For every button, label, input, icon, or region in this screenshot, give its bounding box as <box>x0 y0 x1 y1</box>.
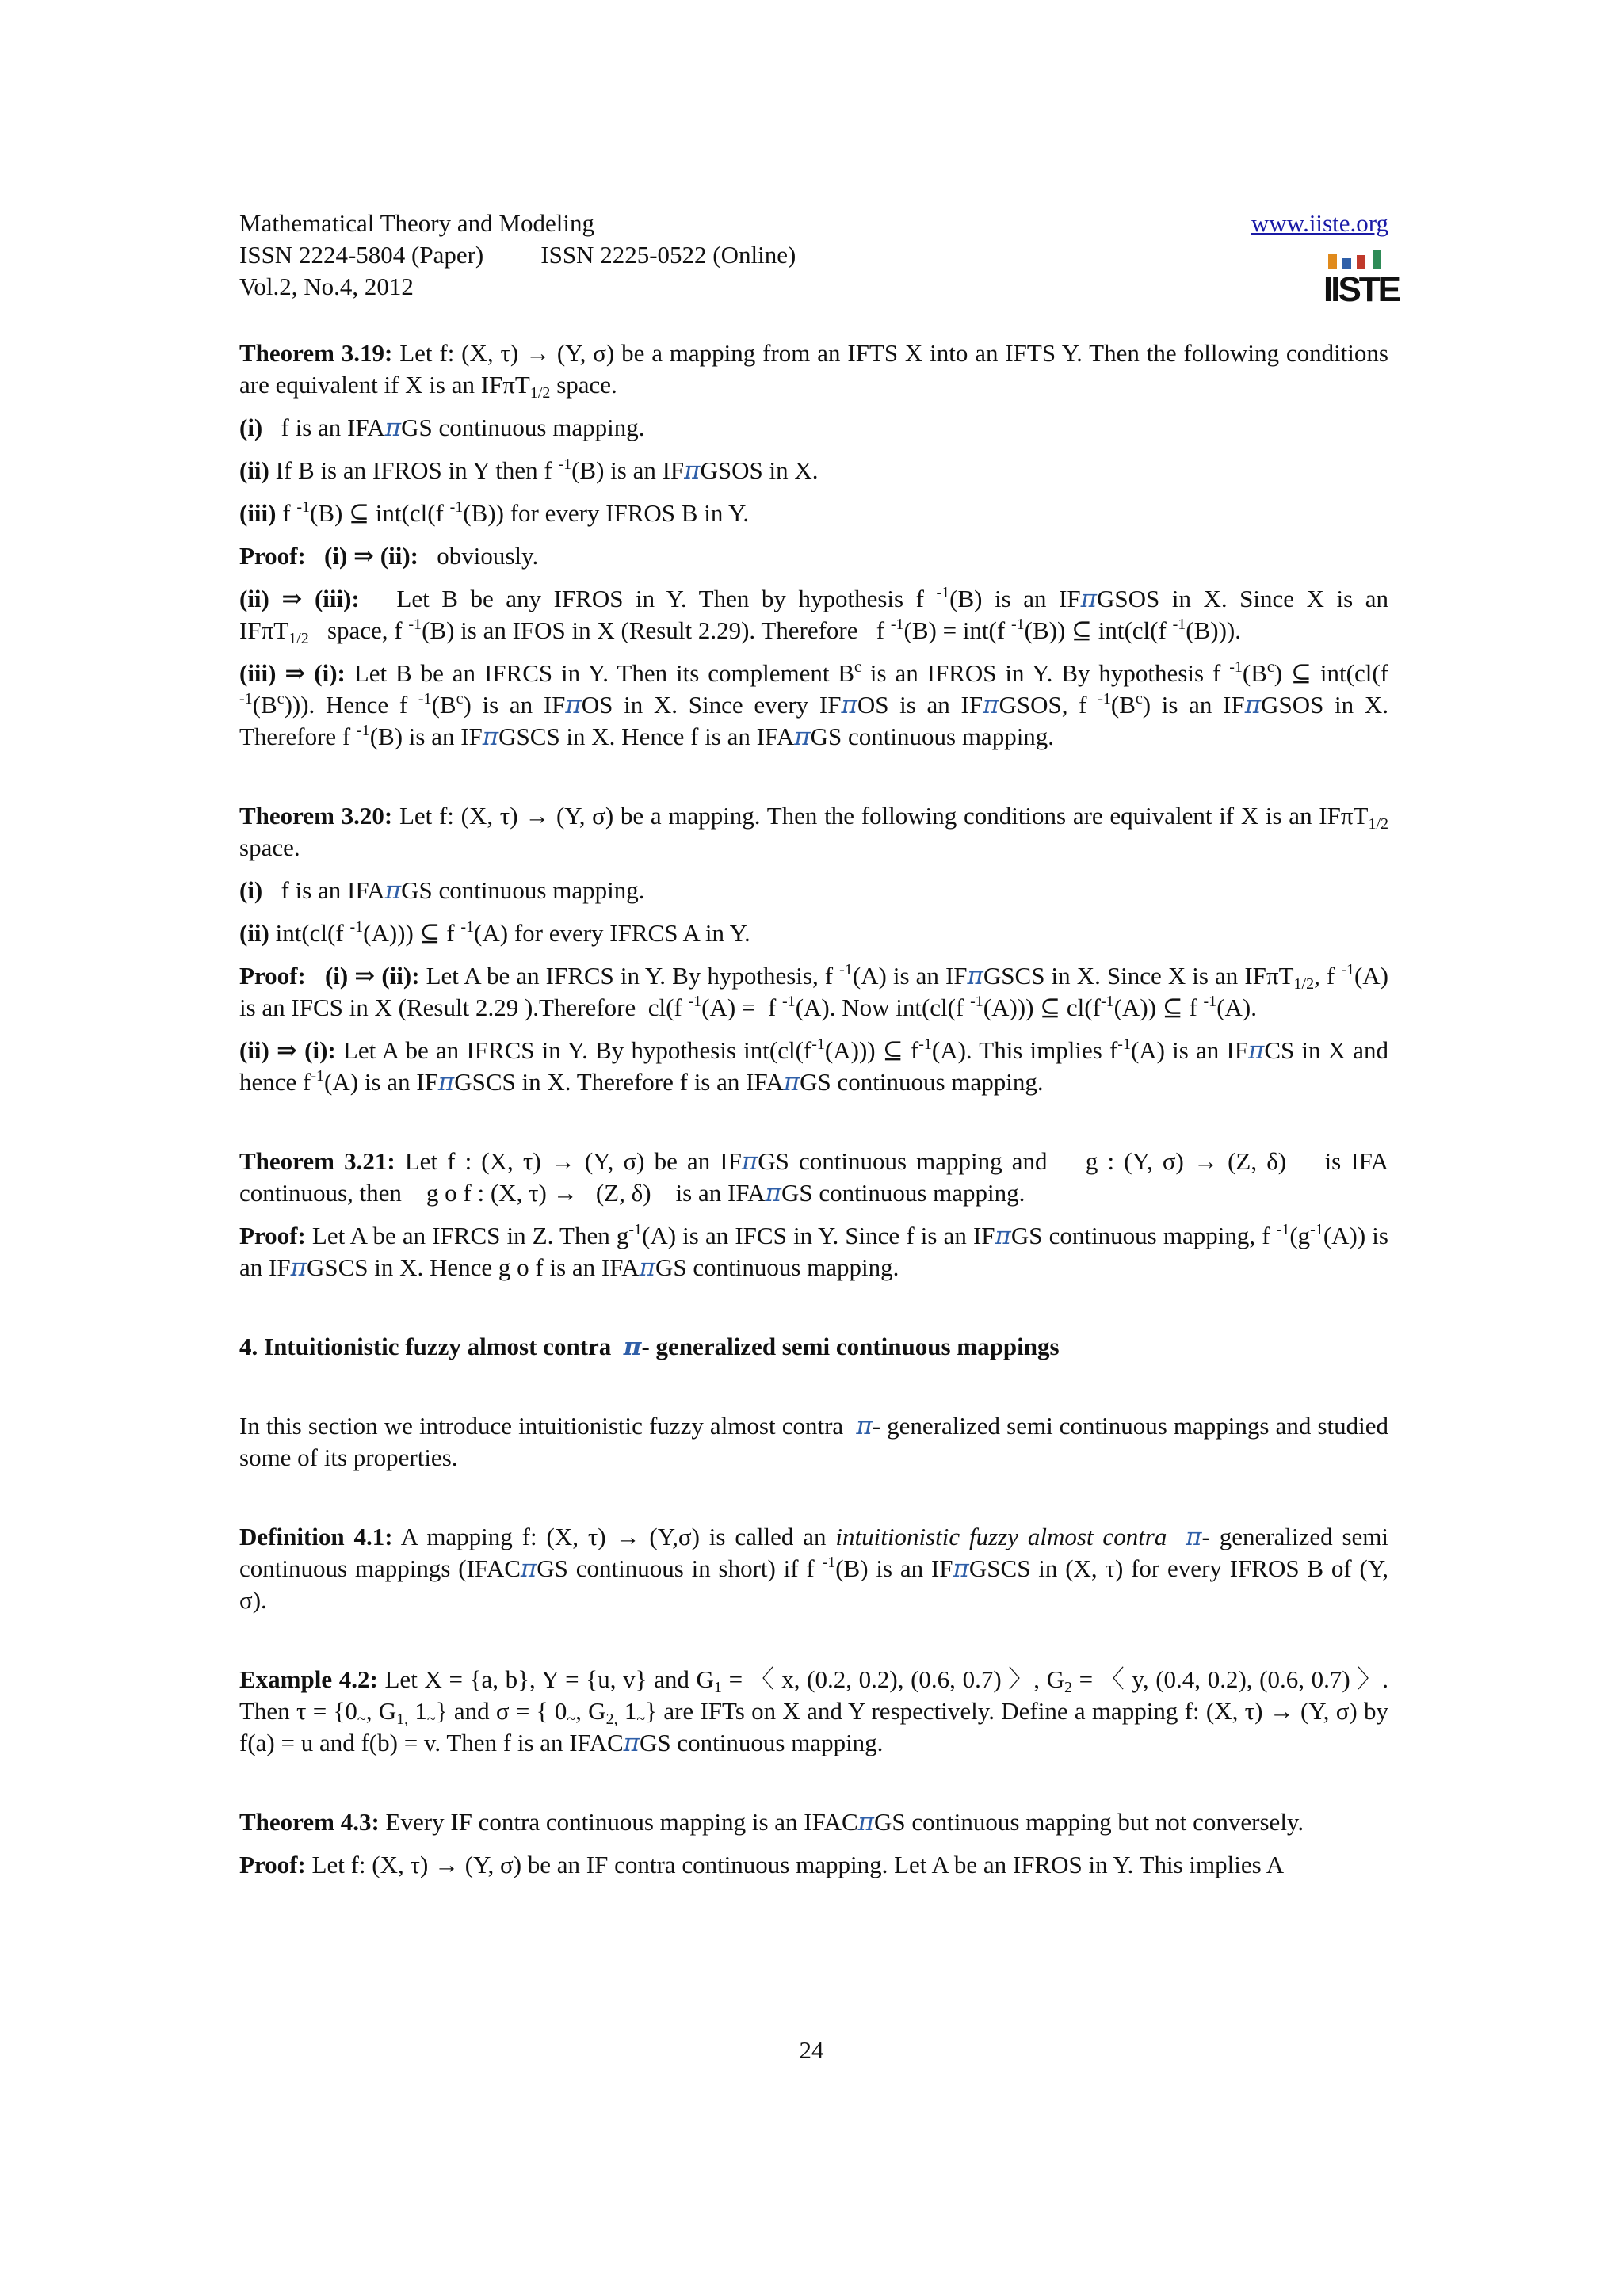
website-link[interactable]: www.iiste.org <box>1251 209 1388 237</box>
proof-3-21: Proof: Let A be an IFRCS in Z. Then $g^{-1}(A)$ is an IFCS in Y. Since f is an IFπGS continuous mapping, f $^{-1}(g^{-1}(A))$ is an IFπGSCS in X. Hence g o f is an IFAπGS continuous mapping. <box>239 1221 1388 1282</box>
proof-i-ii: Proof: (i) ⇒ (ii): obviously. <box>239 542 539 570</box>
logo-bar <box>1328 254 1337 269</box>
example-4-2: Example 4.2: Let X = {a, b}, Y = {u, v} and $G_1$ = 〈 x, (0.2, 0.2), (0.6, 0.7) 〉, $G_2$ = 〈 y, (0.4, 0.2), (0.6, 0.7) 〉. Then $\tau = \{0_\sim$, $G_{1,}$ $1_\sim$} and σ = { $0_\sim$, $G_{2,}$ $1_\sim$} are IFTs on X and Y respectively. Define a mapping f: (X, τ) → (Y, σ) by f(a) = u and f(b) = v. Then f is an IFACπGS continuous mapping. <box>239 1665 1389 1757</box>
page <box>239 208 1400 1892</box>
definition-4-1: Definition 4.1: A mapping f: (X, τ) → (Y,σ) is called an intuitionistic fuzzy almost contra π- generalized semi continuous mappings (IFACπGS continuous in short) if f $^{-1}$(B) is an IFπGSCS in (X, τ) for every IFROS B of (Y, σ). <box>239 1523 1389 1614</box>
logo-bar <box>1373 250 1381 269</box>
section-4-intro: In this section we introduce intuitionistic fuzzy almost contra π- generalized semi continuous mappings and studied some of its properties. <box>239 1412 1388 1471</box>
logo-bar <box>1357 255 1365 269</box>
example-label: Example 4.2: <box>239 1665 378 1693</box>
theorem-label: Theorem 3.20: <box>239 802 393 830</box>
issn-online: ISSN 2225-0522 (Online) <box>540 241 796 269</box>
proof-4-3: Proof: Let f: (X, τ) → (Y, σ) be an IF contra continuous mapping. Let A be an IFROS in Y. This implies A <box>239 1851 1285 1878</box>
proof-i-ii: Proof: (i) ⇒ (ii): Let A be an IFRCS in Y. By hypothesis, f $^{-1}$(A) is an IFπGSCS in X. Since X is an IFπT$_{1/2}$, f $^{-1}$(A) is an IFCS in X (Result 2.29 ).Therefore cl(f $^{-1}$(A) = f $^{-1}$(A). Now int(cl(f $^{-1}$(A))) ⊆ $cl(f^{-1}(A))$ ⊆ f $^{-1}$(A). <box>239 961 1388 1021</box>
section-4-title: 4. Intuitionistic fuzzy almost contra π- generalized semi continuous mappings <box>239 1333 1060 1361</box>
condition-ii: (ii) If B is an IFROS in Y then f $^{-1}$(B) is an IFπGSOS in X. <box>239 456 819 485</box>
condition-iii: (iii) f $^{-1}$(B) ⊆ int(cl(f $^{-1}$(B)) for every IFROS B in Y. <box>239 498 750 527</box>
proof-ii-iii: (ii) ⇒ (iii): Let B be any IFROS in Y. Then by hypothesis f $^{-1}$(B) is an IFπGSOS in X. Since X is an IFπT$_{1/2}$ space, f $^{-1}$(B) is an IFOS in X (Result 2.29). Therefore f $^{-1}$(B) = int(f $^{-1}$(B)) ⊆ int(cl(f $^{-1}$(B))). <box>239 584 1389 647</box>
theorem-label: Theorem 3.19: <box>239 339 393 367</box>
page-header <box>239 208 1400 318</box>
theorem-label: Theorem 3.21: <box>239 1147 395 1175</box>
page-body <box>239 338 1388 1881</box>
definition-label: Definition 4.1: <box>239 1523 393 1550</box>
logo-wordmark: IISTE <box>1323 270 1400 309</box>
theorem-label: Theorem 4.3: <box>239 1808 380 1836</box>
page-number: 24 <box>799 2036 824 2064</box>
iiste-logo <box>1323 249 1400 311</box>
logo-bars <box>1323 249 1388 269</box>
journal-title: Mathematical Theory and Modeling <box>239 209 594 237</box>
issn-paper: ISSN 2224-5804 (Paper) <box>239 241 484 269</box>
theorem-4-3-statement: Theorem 4.3: Every IF contra continuous mapping is an IFACπGS continuous mapping but not conversely. <box>239 1808 1304 1836</box>
condition-i: (i) f is an IFAπGS continuous mapping. <box>239 876 645 905</box>
condition-ii: (ii) int(cl(f $^{-1}$(A))) ⊆ f $^{-1}$(A) for every IFRCS A in Y. <box>239 918 750 947</box>
theorem-3-19-statement: Theorem 3.19: Let f: (X, τ) → (Y, σ) be a mapping from an IFTS X into an IFTS Y. Then the following conditions are equivalent if X is an IFπT$_{1/2}$ space. <box>239 339 1388 402</box>
volume-info: Vol.2, No.4, 2012 <box>239 273 414 300</box>
proof-ii-i: (ii) ⇒ (i): Let A be an IFRCS in Y. By hypothesis $int(cl(f^{-1}(A)))$ ⊆ $f^{-1}(A)$. This implies $f^{-1}(A)$ is an IFπCS in X and hence $f^{-1}(A)$ is an IFπGSCS in X. Therefore f is an IFAπGS continuous mapping. <box>239 1035 1388 1097</box>
theorem-3-21-statement: Theorem 3.21: Let f : (X, τ) → (Y, σ) be an IFπGS continuous mapping and g : (Y, σ) → (Z, δ) is IFA continuous, then g o f : (X, τ) → (Z, δ) is an IFAπGS continuous mapping. <box>239 1147 1388 1207</box>
logo-bar <box>1342 258 1351 269</box>
condition-i: (i) f is an IFAπGS continuous mapping. <box>239 414 645 442</box>
theorem-3-20-statement: Theorem 3.20: Let f: (X, τ) → (Y, σ) be a mapping. Then the following conditions are equivalent if X is an IFπT$_{1/2}$ space. <box>239 802 1388 861</box>
proof-iii-i: (iii) ⇒ (i): Let B be an IFRCS in Y. Then its complement $B^c$ is an IFROS in Y. By hypothesis f $^{-1}(B^c)$ ⊆ int(cl(f $^{-1}(B^c)$)). Hence f $^{-1}(B^c)$ is an IFπOS in X. Since every IFπOS is an IFπGSOS, f $^{-1}(B^c)$ is an IFπGSOS in X. Therefore f $^{-1}$(B) is an IFπGSCS in X. Hence f is an IFAπGS continuous mapping. <box>239 658 1388 751</box>
issn-line <box>239 239 1388 271</box>
